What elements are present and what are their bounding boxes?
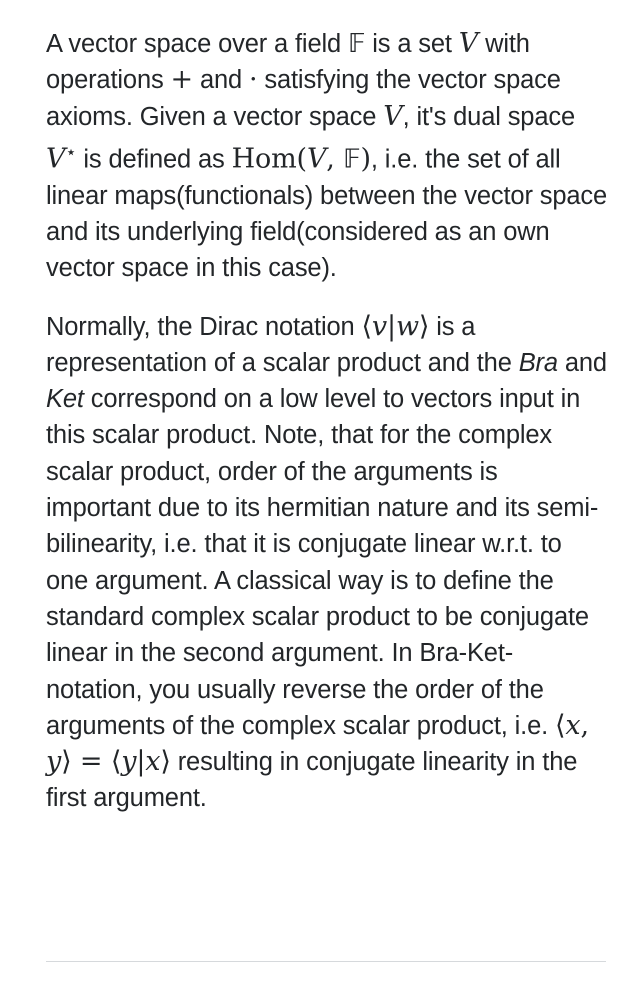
math-bracket: ⟨ (361, 310, 372, 342)
text: is defined as (76, 145, 232, 174)
answer-body (46, 26, 608, 817)
math-field-F: 𝔽 (347, 29, 366, 59)
math-star: ⋆ (65, 141, 77, 163)
text: and (557, 348, 607, 377)
math-plus: + (170, 64, 194, 96)
math-x: x (565, 709, 581, 741)
math-bracket: ⟩ (418, 310, 430, 342)
text: is a representation of a scalar product and the (46, 312, 519, 377)
math-y: y (46, 746, 62, 778)
math-y: y (121, 746, 137, 778)
divider (46, 961, 606, 962)
text: with operations (46, 30, 530, 95)
text: resulting in conjugate linearity in the first argument. (46, 748, 578, 813)
math-paren: ) (360, 143, 371, 175)
math-V: V (383, 100, 403, 132)
math-bracket: ⟨ (110, 746, 122, 778)
math-V: V (458, 28, 479, 59)
text: is a set (365, 30, 459, 58)
text: satisfying the vector space axioms. Given a vector space (46, 66, 561, 131)
text: , i.e. the set of all linear maps(functionals) between the vector space and its underlying field(considered as an own vector space in this case). (46, 145, 608, 283)
math-V-dual: V (46, 143, 66, 175)
math-bracket: ⟨ (555, 709, 566, 741)
math-bracket: ⟩ (160, 746, 171, 778)
text: Normally, the Dirac notation (46, 312, 362, 341)
math-comma: , (580, 709, 589, 741)
emphasis-bra: Bra (518, 348, 558, 377)
math-field-F: 𝔽 (343, 144, 361, 175)
math-hom: Hom( (231, 143, 307, 175)
math-x: x (145, 746, 161, 778)
math-equals: = (71, 746, 111, 778)
math-V: V (306, 143, 327, 175)
emphasis-ket: Ket (46, 385, 84, 414)
math-dot: · (248, 64, 258, 96)
text: and (193, 66, 249, 95)
math-v: v (371, 310, 387, 342)
math-w: w (395, 310, 419, 342)
paragraph-vector-space (46, 26, 608, 287)
math-bar: | (136, 746, 146, 778)
paragraph-dirac-notation (46, 309, 608, 817)
math-bracket: ⟩ (61, 746, 72, 778)
math-bar: | (386, 310, 396, 342)
text: A vector space over a field (46, 30, 348, 58)
math-comma: , (326, 143, 344, 175)
text: , it's dual space (402, 102, 575, 131)
text: correspond on a low level to vectors input in this scalar product. Note, that for the complex scalar product, order of the arguments is important due to its hermitian nature and its semi-bilinearity, i.e. that it is conjugate linear w.r.t. to one argument. A classical way is to define the standard complex scalar product to be conjugate linear in the second argument. In Bra-Ket-notation, you usually reverse the order of the arguments of the complex scalar product, i.e. (46, 385, 599, 740)
